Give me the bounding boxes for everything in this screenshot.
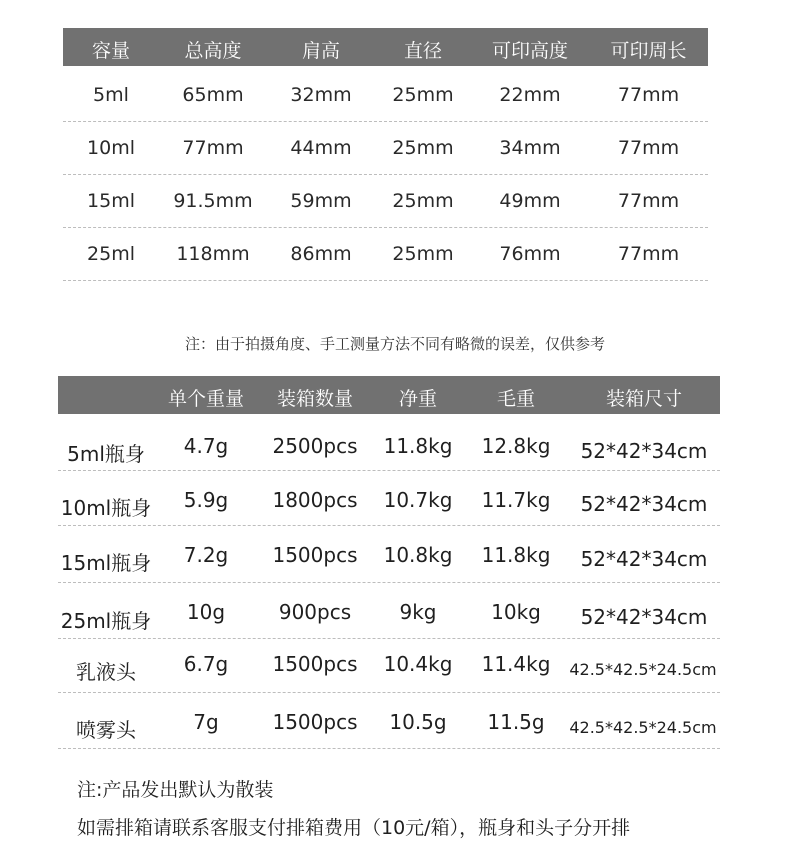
cell-box-quantity: 1500pcs <box>272 710 358 734</box>
cell-shoulder-height: 86mm <box>290 243 352 265</box>
table-row <box>63 66 708 122</box>
cell-capacity: 25ml <box>87 243 135 265</box>
cell-capacity: 10ml <box>87 137 135 159</box>
header-box-quantity: 装箱数量 <box>276 388 353 410</box>
cell-total-height: 77mm <box>182 137 244 159</box>
cell-net-weight: 10.7kg <box>383 488 453 512</box>
cell-print-circumference: 77mm <box>617 84 680 106</box>
cell-item: 5ml瓶身 <box>67 442 145 466</box>
table-row <box>58 525 720 583</box>
header-print-height: 可印高度 <box>491 40 568 62</box>
table-row <box>58 470 720 526</box>
header-unit-weight: 单个重量 <box>167 388 244 410</box>
cell-box-size: 52*42*34cm <box>580 439 708 463</box>
cell-capacity: 5ml <box>93 84 129 106</box>
cell-capacity: 15ml <box>87 190 135 212</box>
table-row <box>63 227 708 281</box>
cell-net-weight: 11.8kg <box>383 434 453 458</box>
cell-gross-weight: 11.5g <box>487 710 545 734</box>
cell-box-quantity: 900pcs <box>278 600 352 624</box>
cell-diameter: 25mm <box>392 137 454 159</box>
cell-unit-weight: 10g <box>186 600 226 624</box>
table-row <box>58 692 720 749</box>
cell-print-circumference: 77mm <box>617 243 680 265</box>
cell-gross-weight: 11.8kg <box>481 543 551 567</box>
cell-net-weight: 10.4kg <box>383 652 453 676</box>
cell-print-circumference: 77mm <box>617 137 680 159</box>
cell-box-quantity: 1500pcs <box>272 652 358 676</box>
cell-item: 10ml瓶身 <box>60 496 152 520</box>
cell-net-weight: 10.5g <box>389 710 447 734</box>
cell-net-weight: 9kg <box>399 600 437 624</box>
dimension-table <box>63 28 708 283</box>
cell-unit-weight: 6.7g <box>183 652 229 676</box>
cell-shoulder-height: 59mm <box>290 190 352 212</box>
cell-unit-weight: 7g <box>193 710 219 734</box>
cell-unit-weight: 7.2g <box>183 543 229 567</box>
cell-item: 15ml瓶身 <box>60 551 152 575</box>
cell-box-size: 52*42*34cm <box>580 492 708 516</box>
table-row <box>63 121 708 175</box>
cell-print-circumference: 77mm <box>617 190 680 212</box>
cell-shoulder-height: 44mm <box>290 137 352 159</box>
table-row <box>58 414 720 471</box>
cell-total-height: 65mm <box>182 84 244 106</box>
header-diameter: 直径 <box>403 40 442 62</box>
cell-box-size: 42.5*42.5*24.5cm <box>569 718 717 737</box>
cell-diameter: 25mm <box>392 190 454 212</box>
table-row <box>58 638 720 693</box>
cell-gross-weight: 11.7kg <box>481 488 551 512</box>
cell-print-height: 49mm <box>499 190 561 212</box>
cell-total-height: 91.5mm <box>173 190 253 212</box>
cell-shoulder-height: 32mm <box>290 84 352 106</box>
packing-table <box>58 376 720 751</box>
cell-unit-weight: 5.9g <box>183 488 229 512</box>
cell-box-size: 42.5*42.5*24.5cm <box>569 660 717 679</box>
table-row <box>63 174 708 228</box>
cell-diameter: 25mm <box>392 84 454 106</box>
measurement-note: 注：由于拍摄角度、手工测量方法不同有略微的误差，仅供参考 <box>184 335 605 353</box>
cell-print-height: 76mm <box>499 243 561 265</box>
cell-print-height: 34mm <box>499 137 561 159</box>
header-box-size: 装箱尺寸 <box>605 388 682 410</box>
footer-note-bulk: 注:产品发出默认为散装 <box>77 779 274 801</box>
cell-item: 乳液头 <box>76 660 136 684</box>
packing-table-header <box>58 376 720 414</box>
header-print-circumference: 可印周长 <box>610 40 687 62</box>
dimension-table-header <box>63 28 708 66</box>
cell-unit-weight: 4.7g <box>183 434 229 458</box>
cell-net-weight: 10.8kg <box>383 543 453 567</box>
header-shoulder-height: 肩高 <box>301 40 340 62</box>
header-net-weight: 净重 <box>398 388 437 410</box>
cell-box-size: 52*42*34cm <box>580 547 708 571</box>
header-gross-weight: 毛重 <box>496 388 535 410</box>
cell-gross-weight: 10kg <box>491 600 541 624</box>
header-capacity: 容量 <box>91 40 130 62</box>
cell-diameter: 25mm <box>392 243 454 265</box>
cell-total-height: 118mm <box>176 243 250 265</box>
footer-note-packing: 如需排箱请联系客服支付排箱费用（10元/箱），瓶身和头子分开排 <box>77 817 631 839</box>
cell-box-size: 52*42*34cm <box>580 605 708 629</box>
cell-print-height: 22mm <box>499 84 561 106</box>
cell-gross-weight: 11.4kg <box>481 652 551 676</box>
cell-box-quantity: 1800pcs <box>272 488 358 512</box>
cell-item: 喷雾头 <box>76 718 136 742</box>
cell-gross-weight: 12.8kg <box>481 434 551 458</box>
cell-box-quantity: 2500pcs <box>272 434 358 458</box>
header-total-height: 总高度 <box>184 40 242 62</box>
cell-item: 25ml瓶身 <box>60 609 152 633</box>
cell-box-quantity: 1500pcs <box>272 543 358 567</box>
table-row <box>58 582 720 639</box>
